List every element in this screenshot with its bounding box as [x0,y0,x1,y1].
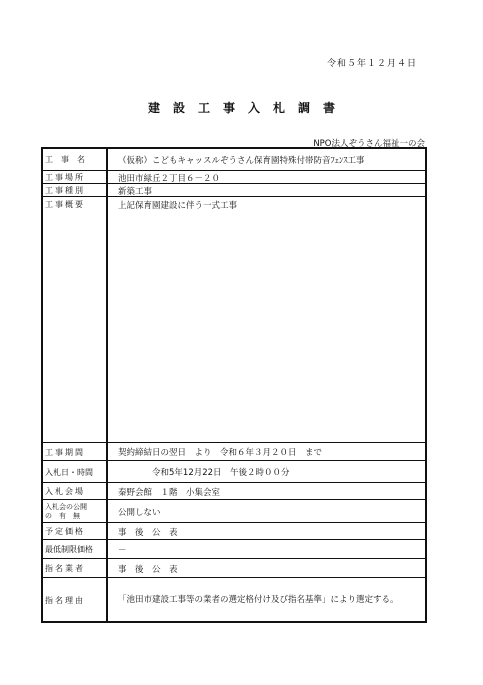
row-planned-price [43,522,425,540]
row-period [43,442,425,461]
summary-label: 工事概要 [43,197,107,443]
category-value: 新築工事 [107,184,425,197]
nominated-label: 指名業者 [43,559,107,578]
nominated-value: 事 後 公 表 [107,559,425,578]
document-title: 建設工事入札調書 [147,101,348,115]
bid-venue-value: 秦野会館 １階 小集会室 [107,483,425,500]
reason-value: 「池田市建設工事等の業者の選定格付け及び指名基準」により選定する。 [107,578,425,622]
planned-price-label: 予定価格 [43,523,107,540]
location-value: 池田市緑丘２丁目６－２０ [107,171,425,184]
bid-datetime-label: 入札日・時間 [43,461,107,483]
period-value: 契約締結日の翌日 より 令和６年３月２０日 まで [107,443,425,461]
row-project-name [43,149,425,170]
category-label: 工事種別 [43,184,107,197]
disclosure-label-line1: 入札会の公開 [45,503,87,511]
row-location [43,170,425,184]
document-date: 令和５年１２月４日 [326,59,417,69]
row-bid-datetime [43,460,425,483]
row-bid-venue [43,482,425,500]
planned-price-value: 事 後 公 表 [107,523,425,540]
bid-record-table [41,147,427,623]
min-price-label: 最低制限価格 [43,540,107,559]
project-name-label: 工 事 名 [43,149,107,170]
location-label: 工事場所 [43,171,107,184]
row-nominated [43,558,425,578]
row-category [43,183,425,197]
row-min-price [43,539,425,559]
min-price-value: － [107,540,425,559]
bid-datetime-value: 令和5年12月22日 午後２時００分 [107,461,425,483]
disclosure-value: 公開しない [107,500,425,523]
organization-name: NPO法人ぞうさん福祉一の会 [313,139,425,149]
row-disclosure [43,499,425,523]
disclosure-label-line2: の 有 無 [45,512,80,520]
bid-venue-label: 入札会場 [43,483,107,500]
disclosure-label [43,500,107,523]
summary-value: 上記保育園建設に伴う一式工事 [107,197,425,443]
period-label: 工事期間 [43,443,107,461]
reason-label: 指名理由 [43,578,107,622]
row-reason [43,577,425,622]
project-name-value: （仮称）こどもキャッスルぞうさん保育園特殊付帯防音ﾌｪﾝｽ工事 [107,149,425,170]
row-summary [43,196,425,443]
